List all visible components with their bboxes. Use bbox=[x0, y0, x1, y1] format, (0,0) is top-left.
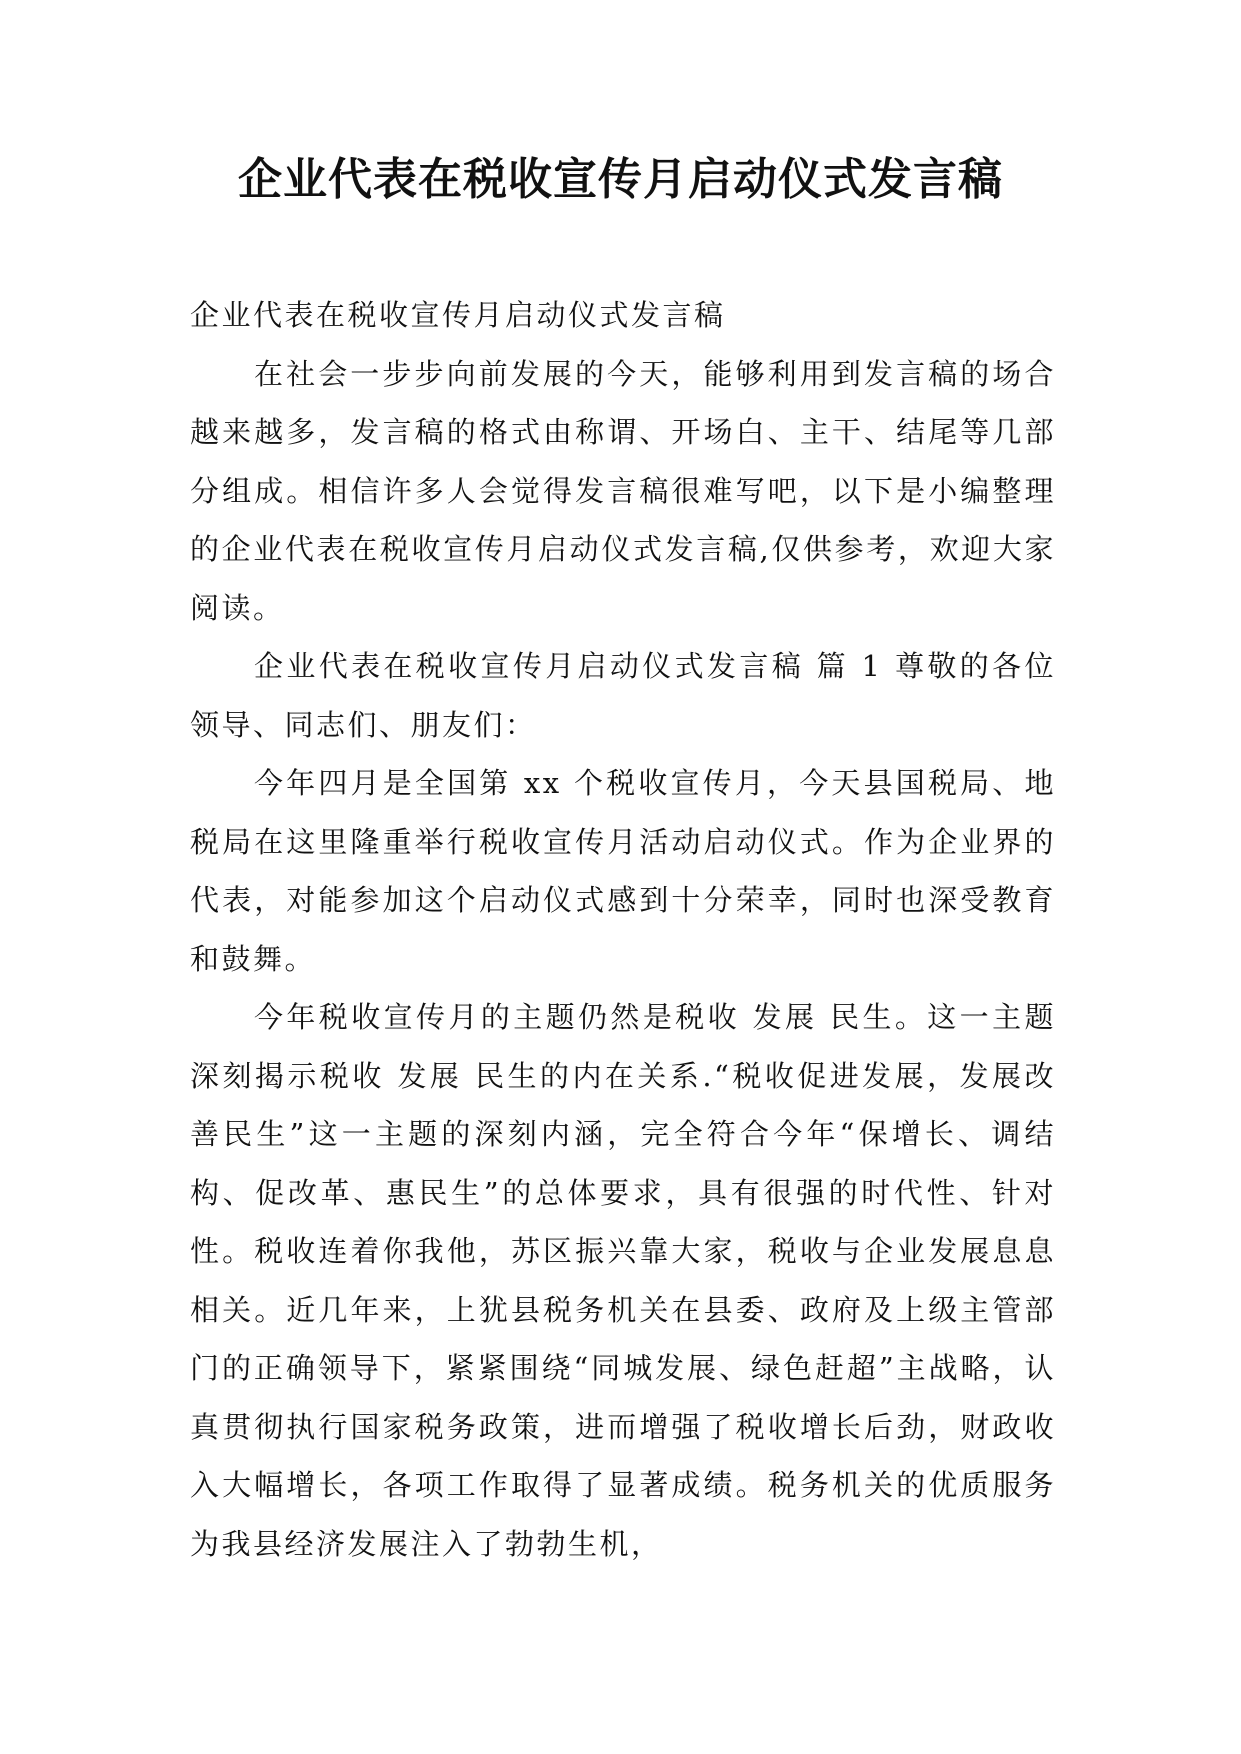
salutation-paragraph: 企业代表在税收宣传月启动仪式发言稿 篇 1 尊敬的各位领导、同志们、朋友们： bbox=[190, 649, 1056, 742]
theme-paragraph: 今年税收宣传月的主题仍然是税收 发展 民生。这一主题深刻揭示税收 发展 民生的内在关系.“税收促进发展，发展改善民生”这一主题的深刻内涵，完全符合今年“保增长、调结构、促改革、惠民生”的总体要求，具有很强的时代性、针对性。税收连着你我他，苏区振兴靠大家，税收与企业发展息息相关。近几年来，上犹县税务机关在县委、政府及上级主管部门的正确领导下，紧紧围绕“同城发展、绿色赶超”主战略，认真贯彻执行国家税务政策，进而增强了税收增长后劲，财政收入大幅增长，各项工作取得了显著成绩。税务机关的优质服务为我县经济发展注入了勃勃生机， bbox=[190, 1000, 1056, 1561]
document-title: 企业代表在税收宣传月启动仪式发言稿 bbox=[238, 154, 1003, 205]
opening-paragraph: 今年四月是全国第 xx 个税收宣传月，今天县国税局、地税局在这里隆重举行税收宣传月活动启动仪式。作为企业界的代表，对能参加这个启动仪式感到十分荣幸，同时也深受教育和鼓舞。 bbox=[190, 766, 1056, 976]
body-heading-line: 企业代表在税收宣传月启动仪式发言稿 bbox=[190, 298, 726, 332]
intro-paragraph: 在社会一步步向前发展的今天，能够利用到发言稿的场合越来越多，发言稿的格式由称谓、开场白、主干、结尾等几部分组成。相信许多人会觉得发言稿很难写吧，以下是小编整理的企业代表在税收宣传月启动仪式发言稿,仅供参考，欢迎大家阅读。 bbox=[190, 356, 1056, 625]
document-body bbox=[190, 286, 1056, 1573]
